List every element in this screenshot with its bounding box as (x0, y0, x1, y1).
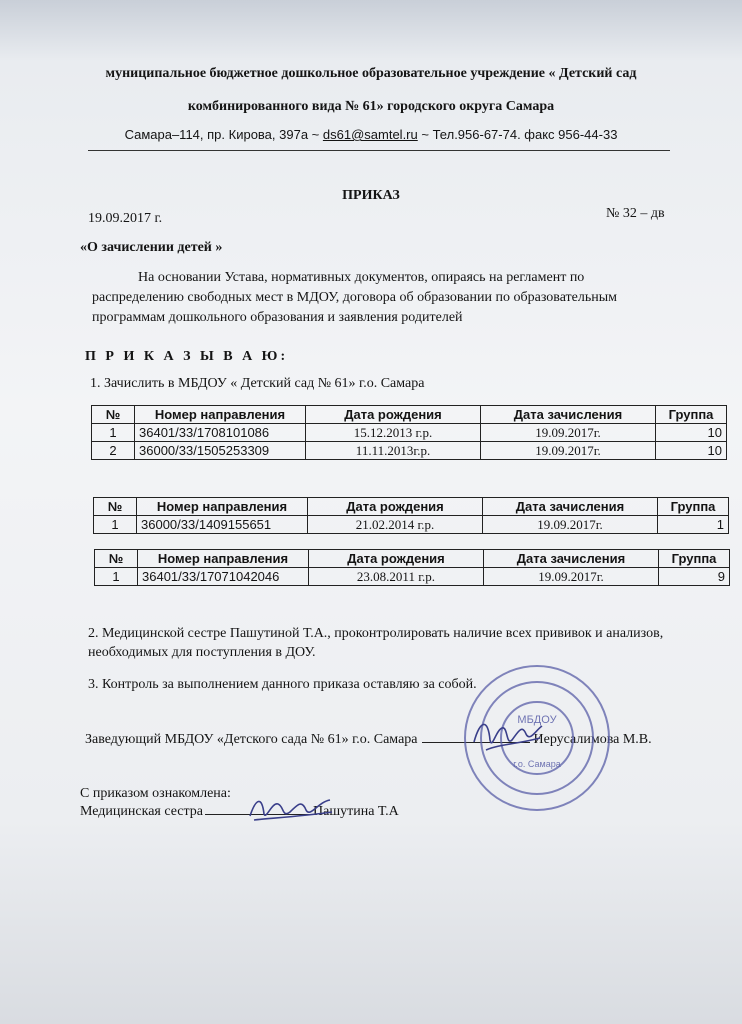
nurse-name: Пашутина Т.А (313, 804, 399, 819)
cell-group: 10 (656, 424, 727, 442)
col-header-number: № (95, 550, 138, 568)
cell-birth-date: 11.11.2013г.р. (306, 442, 481, 460)
cell-group: 10 (656, 442, 727, 460)
table-header-row (94, 498, 729, 516)
col-header-referral: Номер направления (137, 498, 308, 516)
order-number: № 32 – дв (606, 206, 665, 221)
col-header-group: Группа (659, 550, 730, 568)
enrollment-table-1 (91, 405, 727, 460)
table-row (92, 442, 727, 460)
table-header-row (95, 550, 730, 568)
col-header-group: Группа (656, 406, 727, 424)
acknowledgement-block (80, 785, 399, 820)
order-basis-text: На основании Устава, нормативных документов, опираясь на регламент по распределению свободных мест в МДОУ, договора об образовании по образовательным программам дошкольного образования и заявления родителей (92, 270, 617, 325)
cell-birth-date: 23.08.2011 г.р. (309, 568, 484, 586)
cell-number: 1 (92, 424, 135, 442)
org-name-line2: комбинированного вида № 61» городского округа Самара (187, 99, 555, 114)
col-header-number: № (92, 406, 135, 424)
enrollment-table-2 (93, 497, 729, 534)
col-header-enroll-date: Дата зачисления (481, 406, 656, 424)
cell-referral: 36000/33/1409155651 (137, 516, 308, 534)
col-header-referral: Номер направления (138, 550, 309, 568)
head-title: Заведующий МБДОУ «Детского сада № 61» г.о. Самара (85, 732, 418, 747)
cell-enroll-date: 19.09.2017г. (481, 424, 656, 442)
order-date: 19.09.2017 г. (88, 211, 163, 226)
col-header-birth-date: Дата рождения (309, 550, 484, 568)
org-name-line1: муниципальное бюджетное дошкольное образовательное учреждение « Детский сад (105, 66, 637, 81)
stamp-center-text: МБДОУ (517, 714, 557, 726)
cell-birth-date: 15.12.2013 г.р. (306, 424, 481, 442)
head-signature-icon (466, 710, 546, 760)
acknowledgement-label: С приказом ознакомлена: (80, 786, 231, 801)
order-directive: П Р И К А З Ы В А Ю: (85, 349, 289, 364)
org-email-link[interactable]: ds61@samtel.ru (322, 127, 418, 142)
org-address: Самара–114, пр. Кирова, 397а ~ (124, 127, 320, 142)
table-row (92, 424, 727, 442)
cell-enroll-date: 19.09.2017г. (484, 568, 659, 586)
table-row (95, 568, 730, 586)
cell-referral: 36401/33/1708101086 (135, 424, 306, 442)
cell-enroll-date: 19.09.2017г. (483, 516, 658, 534)
col-header-enroll-date: Дата зачисления (483, 498, 658, 516)
cell-number: 1 (95, 568, 138, 586)
cell-group: 1 (658, 516, 729, 534)
header-divider (88, 150, 670, 151)
table-header-row (92, 406, 727, 424)
cell-number: 1 (94, 516, 137, 534)
col-header-referral: Номер направления (135, 406, 306, 424)
cell-group: 9 (659, 568, 730, 586)
table-row (94, 516, 729, 534)
head-name: Иерусалимова М.В. (533, 732, 652, 747)
col-header-number: № (94, 498, 137, 516)
cell-birth-date: 21.02.2014 г.р. (308, 516, 483, 534)
nurse-signature-icon (244, 790, 334, 826)
org-phones: Тел.956-67-74. факс 956-44-33 (432, 127, 618, 142)
contacts-separator: ~ (421, 127, 429, 142)
col-header-enroll-date: Дата зачисления (484, 550, 659, 568)
nurse-title: Медицинская сестра (80, 804, 204, 819)
order-basis (92, 268, 672, 328)
stamp-city-text: г.о. Самара (513, 759, 561, 769)
order-title: ПРИКАЗ (342, 188, 400, 203)
cell-referral: 36000/33/1505253309 (135, 442, 306, 460)
order-subject: «О зачислении детей » (80, 240, 223, 255)
nurse-signature-line (80, 802, 399, 820)
cell-number: 2 (92, 442, 135, 460)
col-header-birth-date: Дата рождения (308, 498, 483, 516)
cell-enroll-date: 19.09.2017г. (481, 442, 656, 460)
order-item-2: 2. Медицинской сестре Пашутиной Т.А., проконтролировать наличие всех прививок и анализов, необходимых для поступления в ДОУ. (88, 626, 664, 660)
col-header-birth-date: Дата рождения (306, 406, 481, 424)
org-contacts (0, 127, 742, 142)
order-item-3: 3. Контроль за выполнением данного приказа оставляю за собой. (88, 677, 477, 692)
col-header-group: Группа (658, 498, 729, 516)
order-item-1: 1. Зачислить в МБДОУ « Детский сад № 61» г.о. Самара (90, 376, 425, 391)
cell-referral: 36401/33/17071042046 (138, 568, 309, 586)
enrollment-table-3 (94, 549, 730, 586)
